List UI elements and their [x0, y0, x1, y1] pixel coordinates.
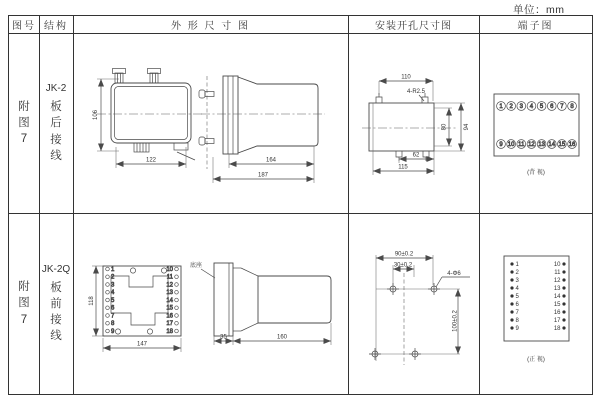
terminal-diagram-front: [479, 213, 592, 394]
structure-row1: [39, 33, 73, 213]
wiring-char: 板: [50, 281, 62, 294]
terminal-column-left: [510, 262, 519, 332]
screw-terminal: [175, 321, 179, 325]
terminal-dot: [510, 318, 513, 321]
screw-terminal: [175, 283, 179, 287]
fig-char: 7: [20, 133, 28, 146]
screw-terminal: [106, 298, 110, 302]
terminal-dot: [562, 326, 565, 329]
terminal-dot: [510, 294, 513, 297]
drill-holes: [369, 283, 440, 360]
fig-char: 7: [20, 313, 28, 326]
screw-terminal: [106, 306, 110, 310]
header-outline: 外 形 尺 寸 图: [170, 21, 251, 32]
terminal-number: 1: [515, 262, 519, 268]
dim-front-height: 106: [93, 109, 99, 121]
side-view: [199, 76, 325, 183]
terminal-number: 8: [570, 104, 574, 110]
terminal-number: 9: [515, 326, 519, 332]
fig-char: 图: [18, 297, 30, 310]
terminal-dot: [562, 286, 565, 289]
terminal-number: 12: [166, 282, 173, 289]
screw-terminal: [175, 267, 179, 271]
outline-drawing-jk2q: [73, 213, 348, 394]
terminal-number: 5: [111, 297, 115, 304]
terminal-number: 6: [550, 104, 554, 110]
fig-no-row1: [9, 33, 39, 213]
cutout-outline: [369, 103, 434, 151]
wiring-char: 接: [50, 133, 62, 146]
terminal-number: 14: [548, 142, 556, 148]
dim-height: 100±0.2: [452, 310, 459, 332]
fig-char: 附: [18, 100, 30, 113]
screw-terminal: [175, 290, 179, 294]
terminal-dot: [562, 302, 565, 305]
terminal-number: 9: [111, 328, 115, 335]
terminal-number: 16: [166, 313, 173, 320]
model-label: JK-2: [45, 83, 67, 95]
terminal-dot: [562, 270, 565, 273]
terminal-number: 14: [553, 294, 561, 300]
terminal-number: 5: [539, 104, 544, 110]
dim-flange-depth: 35: [220, 334, 227, 341]
screw-terminal: [106, 329, 110, 333]
terminal-dot: [562, 262, 565, 265]
header-fig-no: 图号: [12, 21, 36, 32]
terminal-number: 10: [507, 142, 515, 148]
terminal-number: 18: [166, 328, 173, 335]
terminal-dot: [510, 278, 513, 281]
terminal-number: 2: [515, 270, 519, 276]
terminal-number: 17: [553, 318, 561, 324]
terminal-number: 8: [515, 318, 519, 324]
terminal-number: 13: [538, 142, 545, 148]
terminal-dot: [510, 262, 513, 265]
terminal-block: [494, 94, 579, 156]
dim-front-width: 147: [136, 341, 148, 348]
base-flange: [214, 263, 233, 336]
hole-note: 4-R2.5: [406, 89, 426, 95]
screw-terminal: [175, 306, 179, 310]
dim-outer-height: 94: [464, 123, 470, 131]
plate-terminals-right: [166, 267, 178, 335]
fig-char: 附: [18, 281, 30, 294]
terminal-dot: [510, 286, 513, 289]
terminal-number: 6: [111, 305, 115, 312]
terminal-number: 13: [166, 290, 173, 297]
wiring-char: 后: [50, 117, 62, 130]
dim-inner-width: 62: [412, 152, 420, 159]
terminal-number: 5: [515, 294, 519, 300]
terminal-number: 6: [515, 302, 519, 308]
terminal-number: 12: [528, 142, 535, 148]
terminal-diagram-back: [479, 33, 592, 213]
dim-front-height: 118: [89, 296, 95, 306]
terminal-dot: [510, 302, 513, 305]
terminal-row-top: [497, 102, 577, 111]
terminal-number: 13: [553, 286, 561, 292]
front-view: [89, 261, 215, 352]
terminal-dot: [510, 270, 513, 273]
base-label: 底座: [189, 263, 203, 269]
mounting-flange: [223, 76, 238, 154]
outline-drawing-jk2: [73, 33, 348, 213]
screw-terminal: [106, 267, 110, 271]
terminal-number: 4: [111, 290, 115, 297]
terminal-number: 15: [553, 302, 561, 308]
terminal-number: 15: [558, 142, 566, 148]
terminal-number: 8: [111, 321, 115, 328]
terminal-number: 14: [166, 297, 173, 304]
screw-terminal: [106, 275, 110, 279]
front-view: [93, 69, 204, 169]
relay-front-body: [111, 83, 191, 143]
terminal-number: 16: [568, 142, 576, 148]
terminal-number: 15: [166, 305, 173, 312]
wiring-char: 线: [50, 330, 62, 343]
terminal-dot: [510, 310, 513, 313]
terminal-number: 3: [519, 104, 523, 110]
terminal-number: 17: [166, 321, 173, 328]
structure-row2: [39, 213, 73, 394]
fig-no-row2: [9, 213, 39, 394]
screw-terminal: [106, 321, 110, 325]
wiring-char: 前: [50, 297, 62, 310]
unit-note: 单位：mm: [513, 4, 565, 16]
screw-terminal: [175, 298, 179, 302]
terminal-row-bottom: [497, 140, 577, 149]
header-install: 安装开孔尺寸图: [375, 21, 452, 32]
wiring-char: 接: [50, 314, 62, 326]
terminal-number: 1: [499, 104, 503, 110]
terminal-number: 4: [515, 286, 519, 292]
screw-terminal: [106, 314, 110, 318]
dim-inner-width: 30±0.2: [393, 262, 413, 269]
view-label-back: (背 视): [527, 170, 545, 176]
mounting-studs: [199, 90, 214, 145]
terminal-dot: [562, 318, 565, 321]
terminal-number: 11: [554, 270, 561, 276]
terminal-dot: [562, 294, 565, 297]
header-terminal: 端子图: [517, 21, 554, 32]
terminal-number: 12: [553, 278, 561, 284]
dim-front-width: 122: [145, 157, 157, 164]
wiring-char: 板: [50, 101, 62, 114]
terminal-number: 3: [111, 282, 115, 289]
dim-inner-height: 80: [441, 123, 448, 131]
dim-top-width: 110: [401, 74, 411, 81]
dim-side-total-depth: 187: [257, 172, 269, 179]
terminal-dot: [562, 278, 565, 281]
terminal-number: 7: [560, 104, 564, 110]
terminal-dot: [510, 326, 513, 329]
side-view: [214, 263, 331, 345]
view-label-front: (正 视): [527, 357, 545, 363]
terminal-number: 11: [166, 274, 173, 281]
plate-cutout: [111, 276, 168, 328]
relay-side-body: [258, 276, 331, 323]
model-label: JK-2Q: [41, 263, 71, 275]
terminal-number: 11: [518, 142, 525, 148]
terminal-number: 2: [509, 104, 513, 110]
dim-side-body-depth: 164: [265, 157, 277, 164]
install-drawing-jk2q: [348, 213, 479, 394]
plate-mounting-holes: [115, 268, 166, 334]
terminal-dot: [562, 310, 565, 313]
install-drawing-jk2: [348, 33, 479, 213]
hole-note: 4-Φ6: [447, 271, 461, 277]
screw-terminal: [175, 275, 179, 279]
screw-terminal: [175, 329, 179, 333]
screw-terminal: [106, 290, 110, 294]
dim-body-depth: 160: [276, 334, 288, 341]
terminal-column-right: [554, 262, 566, 332]
header-structure: 结构: [44, 21, 68, 32]
dim-outer-width: 90±0.2: [394, 251, 414, 258]
top-terminal-studs: [113, 69, 161, 84]
terminal-number: 3: [515, 278, 519, 284]
terminal-number: 7: [111, 313, 115, 320]
fig-char: 图: [18, 116, 30, 129]
terminal-number: 16: [553, 310, 561, 316]
terminal-number: 1: [111, 266, 115, 273]
terminal-number: 2: [111, 274, 115, 281]
terminal-number: 9: [499, 142, 503, 148]
terminal-number: 10: [553, 262, 561, 268]
screw-terminal: [106, 283, 110, 287]
terminal-number: 18: [553, 326, 561, 332]
terminal-number: 10: [166, 266, 173, 273]
terminal-number: 7: [515, 310, 519, 316]
spec-table: [8, 15, 593, 395]
screw-terminal: [175, 314, 179, 318]
terminal-number: 4: [529, 104, 534, 110]
wiring-char: 线: [50, 149, 62, 162]
dim-outer-width: 115: [398, 164, 408, 171]
plate-terminals-left: [106, 267, 115, 335]
relay-side-body: [238, 77, 318, 153]
